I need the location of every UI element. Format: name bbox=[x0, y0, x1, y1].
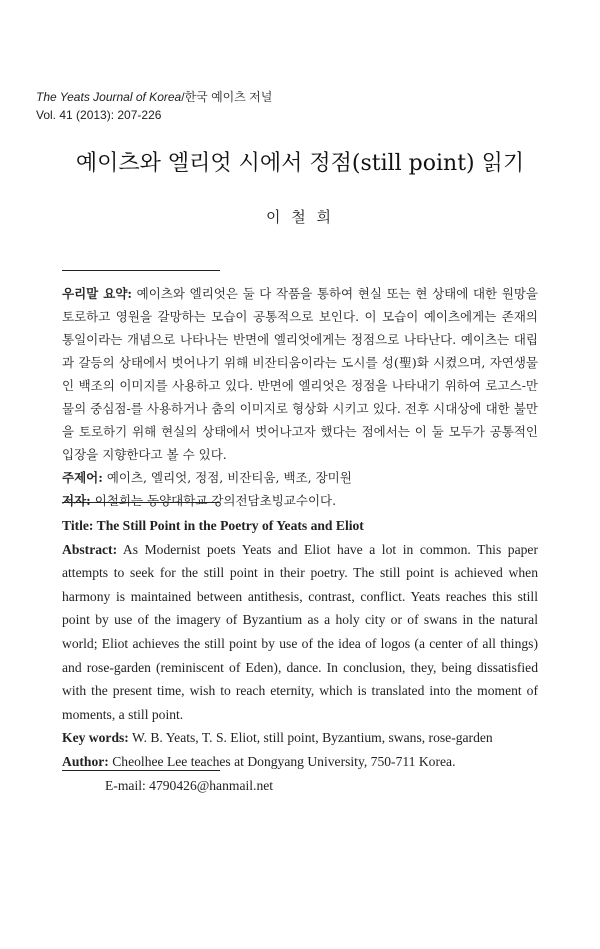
english-keywords-text: W. B. Yeats, T. S. Eliot, still point, Byzantium, swans, rose-garden bbox=[128, 730, 493, 746]
english-abstract-text: As Modernist poets Yeats and Eliot have a lot in common. This paper attempts to seek for the still point in their poetry. The still point is achieved when harmony is maintained between antithesis, contrast, conflict. Yeats reaches this still point by use of the imagery of Byzantium as a holy city or of swans in the natural world; Eliot achieves the still point by use of the idea of logos (a center of all things) and rose-garden (reminiscent of Eden), dance. In conclusion, they, being dissatisfied with the present time, wish to reach eternity, which is translated into the moment of moments, a still point. bbox=[62, 541, 538, 722]
korean-author-text: 이철희는 동양대학교 강의전담초빙교수이다. bbox=[90, 493, 337, 508]
english-keywords bbox=[62, 726, 538, 750]
english-abstract-body bbox=[62, 538, 538, 727]
korean-summary-label: 우리말 요약: bbox=[62, 286, 133, 301]
journal-header bbox=[36, 88, 272, 124]
korean-summary bbox=[62, 282, 538, 466]
korean-keywords-text: 예이츠, 엘리엇, 정점, 비잔티움, 백조, 장미원 bbox=[102, 470, 352, 485]
korean-abstract bbox=[62, 282, 538, 512]
paper-author: 이 철 희 bbox=[265, 208, 334, 226]
korean-author bbox=[62, 489, 538, 512]
english-abstract-label: Abstract: bbox=[62, 541, 118, 557]
english-title bbox=[62, 514, 538, 538]
volume-line: Vol. 41 (2013): 207-226 bbox=[36, 108, 162, 122]
journal-name: The Yeats Journal of Korea bbox=[36, 90, 182, 104]
english-title-text: The Still Point in the Poetry of Yeats and Eliot bbox=[93, 518, 364, 533]
english-abstract bbox=[62, 514, 538, 797]
korean-keywords bbox=[62, 466, 538, 489]
paper-title: 예이츠와 엘리엇 시에서 정점(still point) 읽기 bbox=[75, 151, 525, 176]
english-title-label: Title: bbox=[62, 518, 94, 533]
english-keywords-label: Key words: bbox=[62, 730, 129, 746]
english-author-label: Author: bbox=[62, 753, 109, 769]
journal-name-korean: /한국 예이츠 저널 bbox=[181, 90, 273, 104]
bottom-divider bbox=[62, 770, 220, 771]
english-author-text: Cheolhee Lee teaches at Dongyang University, 750-711 Korea. bbox=[108, 753, 456, 769]
korean-summary-text: 예이츠와 엘리엇은 둘 다 작품을 통하여 현실 또는 현 상태에 대한 원망을 토로하고 영원을 갈망하는 모습이 공통적으로 보인다. 이 모습이 예이츠에게는 존재의 통일이라는 개념으로 나타나는 반면에 엘리엇에게는 정점으로 나타난다. 예이츠는 대립과 갈등의 상태에서 벗어나기 위해 비잔티움이라는 도시를 성(聖)화 시켰으며, 자연생물인 백조의 이미지를 사용하고 있다. 반면에 엘리엇은 정점을 나타내기 위하여 로고스-만물의 중심점-를 사용하거나 춤의 이미지로 형상화 시키고 있다. 전후 시대상에 대한 불만을 토로하기 위해 현실의 상태에서 벗어나고자 했다는 점에서는 이 둘 모두가 공통적인 입장을 지향한다고 볼 수 있다. bbox=[62, 286, 539, 462]
middle-divider bbox=[62, 502, 220, 503]
top-divider bbox=[62, 270, 220, 271]
english-email: E-mail: 4790426@hanmail.net bbox=[105, 777, 274, 793]
korean-author-label: 저자: bbox=[62, 493, 91, 508]
journal-name-line bbox=[36, 88, 272, 106]
korean-keywords-label: 주제어: bbox=[62, 470, 103, 485]
